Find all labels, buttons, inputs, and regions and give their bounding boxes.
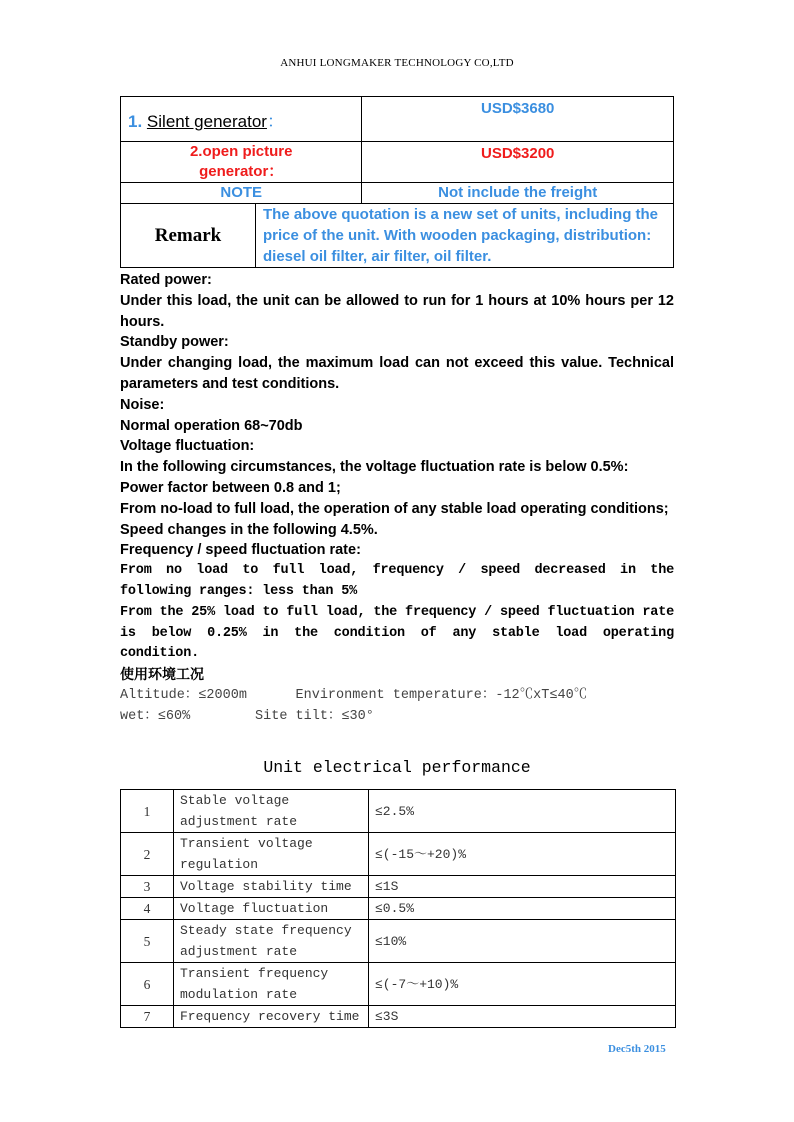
row-item: Steady state frequency adjustment rate xyxy=(174,920,369,963)
row-item: Transient frequency modulation rate xyxy=(174,963,369,1006)
row-number: 2 xyxy=(121,833,174,876)
remark-label: Remark xyxy=(121,204,256,268)
company-header: ANHUI LONGMAKER TECHNOLOGY CO,LTD xyxy=(280,57,514,69)
row-value: ≤2.5% xyxy=(369,790,676,833)
power-factor-text: Power factor between 0.8 and 1; xyxy=(120,479,341,496)
open-generator-label-1: 2.open picture xyxy=(189,143,293,160)
note-text: Not include the freight xyxy=(362,183,674,204)
remark-text: The above quotation is a new set of units, including the price of the unit. With wooden packaging, distribution: diesel oil filter, air filter, oil filter. xyxy=(256,204,674,268)
frequency-text-1: From no load to full load, frequency / speed decreased in the following ranges: less than 5% xyxy=(120,563,674,599)
performance-table xyxy=(120,789,676,1028)
frequency-text-2: From the 25% load to full load, the frequency / speed fluctuation rate is below 0.25% in the condition of any stable load operating condition. xyxy=(120,604,674,662)
conditions-line-1: Altitude：≤2000m Environment temperature：-12℃xT≤40℃ xyxy=(120,687,588,703)
silent-generator-price: USD$3680 xyxy=(362,97,674,142)
rated-power-title: Rated power: xyxy=(120,272,212,288)
row-value: ≤(-15～+20)% xyxy=(369,833,676,876)
open-generator-cell xyxy=(121,142,362,183)
footer-date: Dec5th 2015 xyxy=(608,1043,666,1055)
row-number: 5 xyxy=(121,920,174,963)
table-row xyxy=(121,898,676,920)
silent-generator-cell xyxy=(121,97,362,142)
silent-colon: ： xyxy=(266,111,284,131)
row-number: 3 xyxy=(121,876,174,898)
table-row xyxy=(121,963,676,1006)
conditions-line-2: wet：≤60% Site tilt：≤30° xyxy=(120,708,374,724)
no-load-text: From no-load to full load, the operation of any stable load operating conditions; xyxy=(120,500,669,517)
silent-generator-label: Silent generator xyxy=(146,111,267,131)
row-item: Transient voltage regulation xyxy=(174,833,369,876)
row-value: ≤10% xyxy=(369,920,676,963)
noise-title: Noise: xyxy=(120,396,165,413)
row-item: Voltage stability time xyxy=(174,876,369,898)
specifications xyxy=(120,270,674,728)
row-value: ≤0.5% xyxy=(369,898,676,920)
table-row xyxy=(121,790,676,833)
noise-text: Normal operation 68~70db xyxy=(120,417,303,434)
performance-title: Unit electrical performance xyxy=(263,758,531,777)
table-row xyxy=(121,920,676,963)
speed-changes-text: Speed changes in the following 4.5%. xyxy=(120,521,378,538)
table-row xyxy=(121,833,676,876)
open-generator-price: USD$3200 xyxy=(362,142,674,183)
row-value: ≤(-7～+10)% xyxy=(369,963,676,1006)
standby-power-text: Under changing load, the maximum load can not exceed this value. Technical parameters and test conditions. xyxy=(120,355,674,392)
voltage-fluctuation-text: In the following circumstances, the voltage fluctuation rate is below 0.5%: xyxy=(120,459,629,476)
frequency-title: Frequency / speed fluctuation rate: xyxy=(120,542,361,559)
table-row xyxy=(121,1006,676,1028)
silent-number: 1. xyxy=(128,111,143,131)
standby-power-title: Standby power: xyxy=(120,334,229,351)
table-row xyxy=(121,876,676,898)
row-item: Frequency recovery time xyxy=(174,1006,369,1028)
row-number: 7 xyxy=(121,1006,174,1028)
row-number: 4 xyxy=(121,898,174,920)
voltage-fluctuation-title: Voltage fluctuation: xyxy=(120,438,255,455)
row-item: Stable voltage adjustment rate xyxy=(174,790,369,833)
conditions-title: 使用环境工况 xyxy=(120,667,204,684)
row-value: ≤3S xyxy=(369,1006,676,1028)
row-number: 1 xyxy=(121,790,174,833)
note-label: NOTE xyxy=(121,183,362,204)
row-number: 6 xyxy=(121,963,174,1006)
rated-power-text: Under this load, the unit can be allowed to run for 1 hours at 10% hours per 12 hours. xyxy=(120,292,674,330)
quotation-table xyxy=(120,96,674,268)
open-generator-label-2: generator： xyxy=(199,163,284,180)
row-item: Voltage fluctuation xyxy=(174,898,369,920)
row-value: ≤1S xyxy=(369,876,676,898)
